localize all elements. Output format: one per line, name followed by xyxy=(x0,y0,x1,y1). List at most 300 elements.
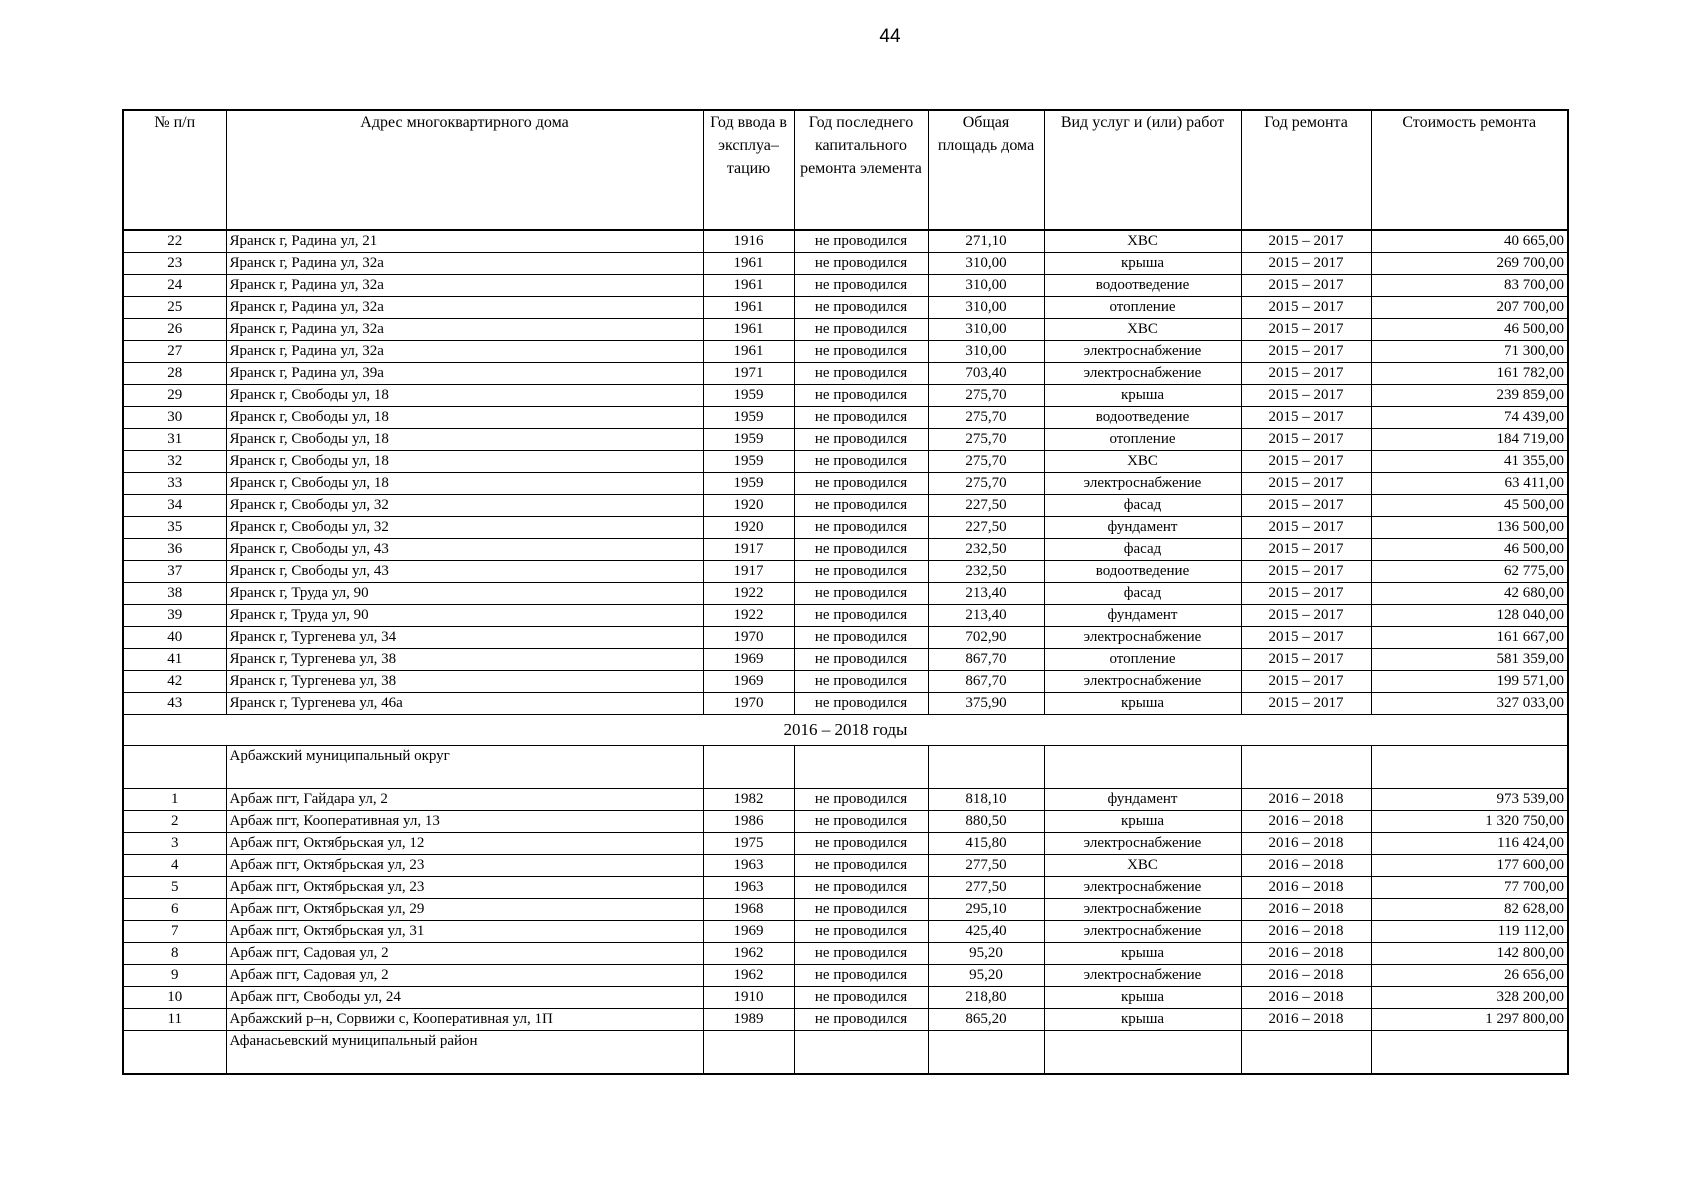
cell-service-type: электроснабжение xyxy=(1044,363,1241,385)
cell-repair-cost: 71 300,00 xyxy=(1371,341,1568,363)
cell-address: Яранск г, Радина ул, 32а xyxy=(226,319,703,341)
cell-commission-year: 1961 xyxy=(703,297,794,319)
cell-number: 2 xyxy=(123,811,226,833)
table-row xyxy=(123,319,1568,341)
empty-cell xyxy=(1371,1031,1568,1075)
cell-repair-cost: 83 700,00 xyxy=(1371,275,1568,297)
cell-repair-cost: 199 571,00 xyxy=(1371,671,1568,693)
cell-repair-year: 2015 – 2017 xyxy=(1241,671,1371,693)
cell-commission-year: 1962 xyxy=(703,943,794,965)
cell-commission-year: 1959 xyxy=(703,451,794,473)
cell-commission-year: 1970 xyxy=(703,693,794,715)
cell-area: 275,70 xyxy=(928,407,1044,429)
table-row xyxy=(123,253,1568,275)
cell-last-repair: не проводился xyxy=(794,407,928,429)
cell-repair-year: 2016 – 2018 xyxy=(1241,811,1371,833)
cell-repair-year: 2016 – 2018 xyxy=(1241,855,1371,877)
cell-repair-cost: 46 500,00 xyxy=(1371,539,1568,561)
cell-number: 26 xyxy=(123,319,226,341)
cell-repair-year: 2016 – 2018 xyxy=(1241,1009,1371,1031)
cell-area: 310,00 xyxy=(928,253,1044,275)
cell-repair-year: 2015 – 2017 xyxy=(1241,561,1371,583)
cell-repair-cost: 161 782,00 xyxy=(1371,363,1568,385)
cell-number: 28 xyxy=(123,363,226,385)
cell-last-repair: не проводился xyxy=(794,429,928,451)
cell-address: Яранск г, Свободы ул, 32 xyxy=(226,517,703,539)
table-row xyxy=(123,230,1568,253)
cell-repair-year: 2016 – 2018 xyxy=(1241,965,1371,987)
cell-address: Яранск г, Радина ул, 32а xyxy=(226,341,703,363)
cell-last-repair: не проводился xyxy=(794,341,928,363)
table-row xyxy=(123,943,1568,965)
empty-cell xyxy=(794,746,928,789)
cell-service-type: фундамент xyxy=(1044,789,1241,811)
cell-repair-cost: 136 500,00 xyxy=(1371,517,1568,539)
cell-repair-cost: 581 359,00 xyxy=(1371,649,1568,671)
table-row xyxy=(123,275,1568,297)
cell-number: 40 xyxy=(123,627,226,649)
cell-last-repair: не проводился xyxy=(794,627,928,649)
cell-service-type: ХВС xyxy=(1044,855,1241,877)
cell-service-type: электроснабжение xyxy=(1044,965,1241,987)
cell-service-type: ХВС xyxy=(1044,319,1241,341)
cell-repair-year: 2015 – 2017 xyxy=(1241,341,1371,363)
empty-cell xyxy=(703,1031,794,1075)
table-row xyxy=(123,965,1568,987)
cell-area: 277,50 xyxy=(928,855,1044,877)
cell-last-repair: не проводился xyxy=(794,517,928,539)
table-row xyxy=(123,855,1568,877)
table-row xyxy=(123,297,1568,319)
header-address: Адрес многоквартирного дома xyxy=(226,110,703,230)
cell-address: Арбаж пгт, Гайдара ул, 2 xyxy=(226,789,703,811)
cell-last-repair: не проводился xyxy=(794,965,928,987)
cell-commission-year: 1959 xyxy=(703,385,794,407)
cell-repair-year: 2015 – 2017 xyxy=(1241,319,1371,341)
cell-repair-cost: 62 775,00 xyxy=(1371,561,1568,583)
cell-number: 30 xyxy=(123,407,226,429)
empty-cell xyxy=(1241,746,1371,789)
cell-repair-year: 2015 – 2017 xyxy=(1241,495,1371,517)
cell-address: Яранск г, Труда ул, 90 xyxy=(226,605,703,627)
cell-repair-year: 2015 – 2017 xyxy=(1241,363,1371,385)
cell-service-type: крыша xyxy=(1044,385,1241,407)
cell-repair-year: 2015 – 2017 xyxy=(1241,407,1371,429)
cell-repair-cost: 973 539,00 xyxy=(1371,789,1568,811)
cell-repair-year: 2015 – 2017 xyxy=(1241,230,1371,253)
cell-number: 4 xyxy=(123,855,226,877)
cell-repair-cost: 26 656,00 xyxy=(1371,965,1568,987)
cell-address: Яранск г, Свободы ул, 18 xyxy=(226,385,703,407)
cell-address: Арбаж пгт, Октябрьская ул, 31 xyxy=(226,921,703,943)
table-row xyxy=(123,539,1568,561)
cell-address: Яранск г, Радина ул, 39а xyxy=(226,363,703,385)
empty-cell xyxy=(794,1031,928,1075)
cell-repair-cost: 269 700,00 xyxy=(1371,253,1568,275)
cell-repair-year: 2015 – 2017 xyxy=(1241,253,1371,275)
cell-last-repair: не проводился xyxy=(794,811,928,833)
cell-service-type: водоотведение xyxy=(1044,275,1241,297)
district-name: Афанасьевский муниципальный район xyxy=(226,1031,703,1075)
cell-area: 375,90 xyxy=(928,693,1044,715)
cell-address: Яранск г, Тургенева ул, 46а xyxy=(226,693,703,715)
table-row xyxy=(123,811,1568,833)
cell-address: Яранск г, Свободы ул, 18 xyxy=(226,407,703,429)
cell-service-type: электроснабжение xyxy=(1044,899,1241,921)
cell-commission-year: 1917 xyxy=(703,561,794,583)
cell-last-repair: не проводился xyxy=(794,855,928,877)
cell-number: 24 xyxy=(123,275,226,297)
cell-last-repair: не проводился xyxy=(794,649,928,671)
table-row xyxy=(123,407,1568,429)
cell-service-type: фундамент xyxy=(1044,605,1241,627)
cell-service-type: крыша xyxy=(1044,987,1241,1009)
cell-number: 37 xyxy=(123,561,226,583)
cell-commission-year: 1969 xyxy=(703,671,794,693)
page-number: 44 xyxy=(879,26,901,47)
empty-cell xyxy=(1241,1031,1371,1075)
cell-commission-year: 1968 xyxy=(703,899,794,921)
cell-commission-year: 1962 xyxy=(703,965,794,987)
cell-repair-cost: 1 297 800,00 xyxy=(1371,1009,1568,1031)
cell-last-repair: не проводился xyxy=(794,693,928,715)
cell-repair-cost: 207 700,00 xyxy=(1371,297,1568,319)
cell-commission-year: 1961 xyxy=(703,253,794,275)
cell-repair-cost: 142 800,00 xyxy=(1371,943,1568,965)
cell-area: 703,40 xyxy=(928,363,1044,385)
cell-area: 425,40 xyxy=(928,921,1044,943)
cell-area: 867,70 xyxy=(928,649,1044,671)
cell-area: 295,10 xyxy=(928,899,1044,921)
cell-number: 41 xyxy=(123,649,226,671)
cell-number: 3 xyxy=(123,833,226,855)
cell-repair-cost: 41 355,00 xyxy=(1371,451,1568,473)
cell-area: 227,50 xyxy=(928,495,1044,517)
cell-address: Арбаж пгт, Октябрьская ул, 23 xyxy=(226,877,703,899)
cell-commission-year: 1920 xyxy=(703,495,794,517)
cell-number: 7 xyxy=(123,921,226,943)
cell-last-repair: не проводился xyxy=(794,451,928,473)
cell-repair-cost: 328 200,00 xyxy=(1371,987,1568,1009)
table-row xyxy=(123,605,1568,627)
table-row xyxy=(123,341,1568,363)
cell-area: 275,70 xyxy=(928,473,1044,495)
header-last-repair: Год последнего капитального ремонта элемента xyxy=(794,110,928,230)
cell-repair-cost: 184 719,00 xyxy=(1371,429,1568,451)
cell-repair-year: 2015 – 2017 xyxy=(1241,517,1371,539)
empty-cell xyxy=(928,746,1044,789)
cell-number: 23 xyxy=(123,253,226,275)
cell-last-repair: не проводился xyxy=(794,253,928,275)
cell-repair-year: 2016 – 2018 xyxy=(1241,789,1371,811)
cell-service-type: фасад xyxy=(1044,583,1241,605)
cell-area: 702,90 xyxy=(928,627,1044,649)
cell-last-repair: не проводился xyxy=(794,987,928,1009)
cell-repair-year: 2015 – 2017 xyxy=(1241,473,1371,495)
cell-repair-cost: 45 500,00 xyxy=(1371,495,1568,517)
table-row xyxy=(123,473,1568,495)
cell-commission-year: 1989 xyxy=(703,1009,794,1031)
cell-repair-cost: 46 500,00 xyxy=(1371,319,1568,341)
cell-area: 271,10 xyxy=(928,230,1044,253)
empty-cell xyxy=(1044,746,1241,789)
cell-service-type: крыша xyxy=(1044,811,1241,833)
cell-commission-year: 1982 xyxy=(703,789,794,811)
cell-number: 11 xyxy=(123,1009,226,1031)
cell-service-type: отопление xyxy=(1044,649,1241,671)
cell-last-repair: не проводился xyxy=(794,583,928,605)
cell-area: 310,00 xyxy=(928,319,1044,341)
table-row xyxy=(123,495,1568,517)
cell-repair-cost: 239 859,00 xyxy=(1371,385,1568,407)
table-body xyxy=(123,230,1568,1074)
cell-repair-year: 2016 – 2018 xyxy=(1241,833,1371,855)
district-name: Арбажский муниципальный округ xyxy=(226,746,703,789)
cell-area: 310,00 xyxy=(928,341,1044,363)
cell-address: Арбаж пгт, Октябрьская ул, 12 xyxy=(226,833,703,855)
cell-service-type: крыша xyxy=(1044,1009,1241,1031)
cell-address: Яранск г, Радина ул, 21 xyxy=(226,230,703,253)
table-row xyxy=(123,877,1568,899)
table-row xyxy=(123,451,1568,473)
cell-repair-year: 2015 – 2017 xyxy=(1241,429,1371,451)
cell-area: 95,20 xyxy=(928,943,1044,965)
header-repair-year: Год ремонта xyxy=(1241,110,1371,230)
header-number: № п/п xyxy=(123,110,226,230)
cell-commission-year: 1961 xyxy=(703,275,794,297)
cell-repair-year: 2015 – 2017 xyxy=(1241,583,1371,605)
header-commission-year: Год ввода в эксплуа–тацию xyxy=(703,110,794,230)
table-row xyxy=(123,385,1568,407)
cell-repair-cost: 327 033,00 xyxy=(1371,693,1568,715)
table-row xyxy=(123,517,1568,539)
cell-area: 232,50 xyxy=(928,561,1044,583)
cell-last-repair: не проводился xyxy=(794,275,928,297)
cell-service-type: ХВС xyxy=(1044,230,1241,253)
cell-address: Яранск г, Тургенева ул, 38 xyxy=(226,671,703,693)
cell-last-repair: не проводился xyxy=(794,789,928,811)
cell-area: 275,70 xyxy=(928,451,1044,473)
cell-repair-year: 2015 – 2017 xyxy=(1241,385,1371,407)
cell-commission-year: 1970 xyxy=(703,627,794,649)
cell-address: Яранск г, Труда ул, 90 xyxy=(226,583,703,605)
cell-last-repair: не проводился xyxy=(794,671,928,693)
cell-number: 38 xyxy=(123,583,226,605)
cell-area: 213,40 xyxy=(928,605,1044,627)
table-row xyxy=(123,899,1568,921)
cell-repair-cost: 42 680,00 xyxy=(1371,583,1568,605)
cell-service-type: водоотведение xyxy=(1044,407,1241,429)
cell-repair-year: 2015 – 2017 xyxy=(1241,297,1371,319)
cell-repair-cost: 82 628,00 xyxy=(1371,899,1568,921)
cell-number: 32 xyxy=(123,451,226,473)
cell-address: Яранск г, Свободы ул, 18 xyxy=(226,451,703,473)
cell-repair-cost: 40 665,00 xyxy=(1371,230,1568,253)
cell-number: 25 xyxy=(123,297,226,319)
cell-last-repair: не проводился xyxy=(794,1009,928,1031)
cell-area: 218,80 xyxy=(928,987,1044,1009)
cell-service-type: крыша xyxy=(1044,943,1241,965)
cell-last-repair: не проводился xyxy=(794,877,928,899)
table-row xyxy=(123,363,1568,385)
cell-service-type: электроснабжение xyxy=(1044,833,1241,855)
cell-number: 39 xyxy=(123,605,226,627)
cell-commission-year: 1916 xyxy=(703,230,794,253)
cell-number: 43 xyxy=(123,693,226,715)
cell-commission-year: 1959 xyxy=(703,407,794,429)
cell-last-repair: не проводился xyxy=(794,539,928,561)
cell-service-type: отопление xyxy=(1044,429,1241,451)
cell-area: 275,70 xyxy=(928,429,1044,451)
cell-area: 310,00 xyxy=(928,297,1044,319)
repair-register-table xyxy=(122,109,1569,1075)
cell-last-repair: не проводился xyxy=(794,561,928,583)
cell-service-type: электроснабжение xyxy=(1044,671,1241,693)
cell-service-type: электроснабжение xyxy=(1044,877,1241,899)
cell-number: 10 xyxy=(123,987,226,1009)
cell-area: 867,70 xyxy=(928,671,1044,693)
table-row xyxy=(123,921,1568,943)
cell-address: Яранск г, Свободы ул, 43 xyxy=(226,539,703,561)
cell-number: 42 xyxy=(123,671,226,693)
table-row xyxy=(123,583,1568,605)
cell-repair-year: 2016 – 2018 xyxy=(1241,877,1371,899)
cell-repair-cost: 74 439,00 xyxy=(1371,407,1568,429)
cell-commission-year: 1963 xyxy=(703,877,794,899)
cell-repair-year: 2015 – 2017 xyxy=(1241,539,1371,561)
table-row xyxy=(123,561,1568,583)
cell-address: Арбаж пгт, Садовая ул, 2 xyxy=(226,943,703,965)
cell-last-repair: не проводился xyxy=(794,297,928,319)
header-area: Общая площадь дома xyxy=(928,110,1044,230)
cell-area: 213,40 xyxy=(928,583,1044,605)
cell-service-type: водоотведение xyxy=(1044,561,1241,583)
cell-commission-year: 1922 xyxy=(703,583,794,605)
cell-service-type: электроснабжение xyxy=(1044,473,1241,495)
cell-service-type: фасад xyxy=(1044,539,1241,561)
cell-repair-year: 2015 – 2017 xyxy=(1241,649,1371,671)
cell-commission-year: 1971 xyxy=(703,363,794,385)
cell-repair-year: 2016 – 2018 xyxy=(1241,987,1371,1009)
cell-repair-year: 2015 – 2017 xyxy=(1241,451,1371,473)
cell-address: Яранск г, Свободы ул, 32 xyxy=(226,495,703,517)
cell-commission-year: 1917 xyxy=(703,539,794,561)
table-row xyxy=(123,693,1568,715)
table-row xyxy=(123,789,1568,811)
cell-address: Яранск г, Радина ул, 32а xyxy=(226,253,703,275)
empty-cell xyxy=(928,1031,1044,1075)
cell-last-repair: не проводился xyxy=(794,495,928,517)
cell-service-type: ХВС xyxy=(1044,451,1241,473)
cell-number: 27 xyxy=(123,341,226,363)
cell-commission-year: 1969 xyxy=(703,921,794,943)
cell-repair-cost: 161 667,00 xyxy=(1371,627,1568,649)
empty-cell xyxy=(703,746,794,789)
cell-area: 227,50 xyxy=(928,517,1044,539)
cell-repair-year: 2016 – 2018 xyxy=(1241,943,1371,965)
table-row xyxy=(123,671,1568,693)
cell-address: Арбажский р–н, Сорвижи с, Кооперативная ул, 1П xyxy=(226,1009,703,1031)
cell-address: Яранск г, Радина ул, 32а xyxy=(226,297,703,319)
cell-repair-year: 2016 – 2018 xyxy=(1241,899,1371,921)
cell-address: Яранск г, Радина ул, 32а xyxy=(226,275,703,297)
cell-repair-cost: 77 700,00 xyxy=(1371,877,1568,899)
cell-commission-year: 1910 xyxy=(703,987,794,1009)
table-row xyxy=(123,987,1568,1009)
empty-cell xyxy=(1044,1031,1241,1075)
district-row xyxy=(123,1031,1568,1075)
cell-area: 880,50 xyxy=(928,811,1044,833)
table-row xyxy=(123,429,1568,451)
cell-area: 310,00 xyxy=(928,275,1044,297)
cell-address: Яранск г, Свободы ул, 43 xyxy=(226,561,703,583)
empty-cell xyxy=(123,1031,226,1075)
cell-last-repair: не проводился xyxy=(794,473,928,495)
header-repair-cost: Стоимость ремонта xyxy=(1371,110,1568,230)
cell-commission-year: 1961 xyxy=(703,319,794,341)
cell-last-repair: не проводился xyxy=(794,605,928,627)
cell-last-repair: не проводился xyxy=(794,385,928,407)
cell-last-repair: не проводился xyxy=(794,833,928,855)
cell-commission-year: 1961 xyxy=(703,341,794,363)
cell-service-type: крыша xyxy=(1044,693,1241,715)
cell-address: Яранск г, Свободы ул, 18 xyxy=(226,429,703,451)
cell-number: 36 xyxy=(123,539,226,561)
header-service-type: Вид услуг и (или) работ xyxy=(1044,110,1241,230)
section-row xyxy=(123,715,1568,746)
empty-cell xyxy=(123,746,226,789)
cell-service-type: крыша xyxy=(1044,253,1241,275)
cell-number: 6 xyxy=(123,899,226,921)
cell-address: Арбаж пгт, Октябрьская ул, 29 xyxy=(226,899,703,921)
table-row xyxy=(123,649,1568,671)
cell-repair-year: 2015 – 2017 xyxy=(1241,275,1371,297)
cell-commission-year: 1922 xyxy=(703,605,794,627)
table-row xyxy=(123,833,1568,855)
cell-area: 818,10 xyxy=(928,789,1044,811)
cell-number: 33 xyxy=(123,473,226,495)
cell-address: Яранск г, Свободы ул, 18 xyxy=(226,473,703,495)
cell-address: Яранск г, Тургенева ул, 38 xyxy=(226,649,703,671)
cell-address: Арбаж пгт, Октябрьская ул, 23 xyxy=(226,855,703,877)
cell-number: 29 xyxy=(123,385,226,407)
empty-cell xyxy=(1371,746,1568,789)
cell-last-repair: не проводился xyxy=(794,363,928,385)
cell-repair-cost: 128 040,00 xyxy=(1371,605,1568,627)
cell-number: 5 xyxy=(123,877,226,899)
cell-commission-year: 1920 xyxy=(703,517,794,539)
cell-commission-year: 1986 xyxy=(703,811,794,833)
cell-repair-year: 2015 – 2017 xyxy=(1241,605,1371,627)
cell-number: 31 xyxy=(123,429,226,451)
cell-repair-year: 2015 – 2017 xyxy=(1241,693,1371,715)
cell-last-repair: не проводился xyxy=(794,921,928,943)
cell-commission-year: 1969 xyxy=(703,649,794,671)
cell-area: 95,20 xyxy=(928,965,1044,987)
cell-number: 1 xyxy=(123,789,226,811)
cell-service-type: фундамент xyxy=(1044,517,1241,539)
cell-number: 8 xyxy=(123,943,226,965)
cell-last-repair: не проводился xyxy=(794,230,928,253)
cell-repair-cost: 119 112,00 xyxy=(1371,921,1568,943)
cell-service-type: отопление xyxy=(1044,297,1241,319)
cell-repair-year: 2015 – 2017 xyxy=(1241,627,1371,649)
cell-repair-cost: 63 411,00 xyxy=(1371,473,1568,495)
cell-area: 275,70 xyxy=(928,385,1044,407)
cell-address: Арбаж пгт, Садовая ул, 2 xyxy=(226,965,703,987)
cell-last-repair: не проводился xyxy=(794,319,928,341)
cell-commission-year: 1959 xyxy=(703,473,794,495)
